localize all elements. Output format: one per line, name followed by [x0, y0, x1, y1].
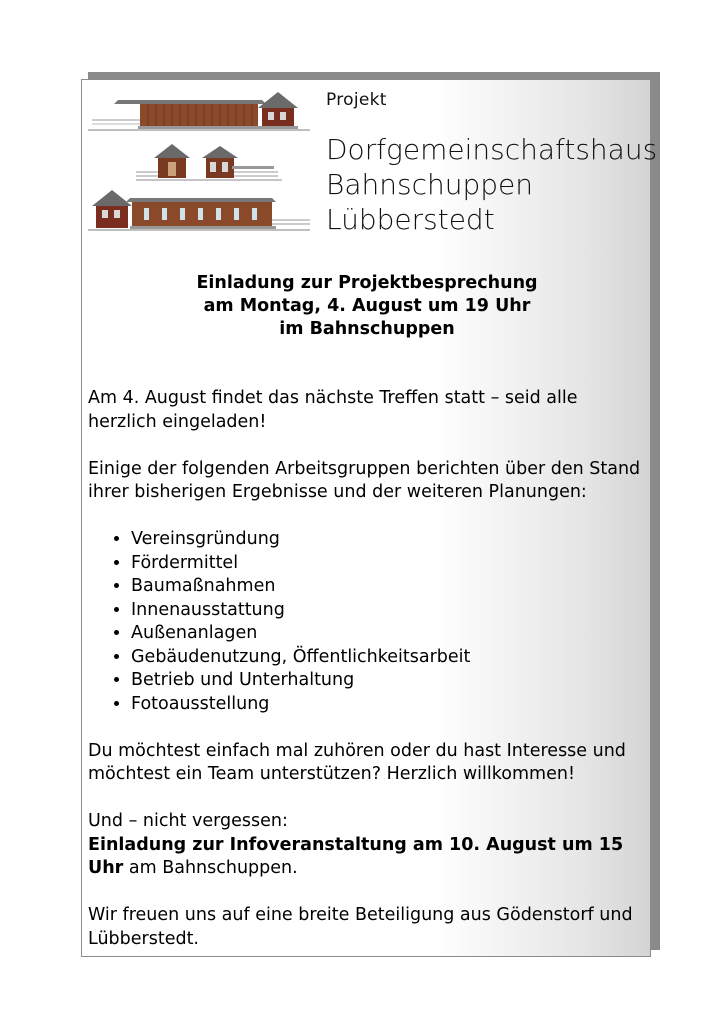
reminder-intro: Und – nicht vergessen: [88, 811, 288, 831]
elevation-top [88, 92, 310, 130]
title-line: Bahnschuppen [326, 168, 533, 201]
groups-intro-paragraph: Einige der folgenden Arbeitsgruppen berichten über den Stand ihrer bisherigen Ergebnisse und der weiteren Planungen: [88, 458, 641, 502]
reminder-event-bold: Einladung zur Infoveranstaltung am 10. August um 15 Uhr [88, 834, 624, 878]
list-item: • Vereinsgründung [131, 528, 648, 552]
reminder-paragraph [88, 810, 648, 881]
flyer-page [81, 79, 658, 957]
join-paragraph: Du möchtest einfach mal zuhören oder du hast Interesse und möchtest ein Team unterstützen? Herzlich willkommen! [88, 740, 626, 784]
invitation-heading [82, 272, 652, 341]
list-item: • Außenanlagen [131, 622, 648, 646]
elevation-bottom [88, 190, 310, 230]
elevation-middle [136, 144, 282, 180]
working-groups-list [88, 528, 648, 716]
list-item: • Innenausstattung [131, 599, 648, 623]
closing-paragraph: Wir freuen uns auf eine breite Beteiligung aus Gödenstorf und Lübberstedt. [88, 905, 633, 949]
invitation-line: Einladung zur Projektbesprechung [196, 273, 538, 293]
project-title [326, 132, 657, 237]
project-kicker: Projekt [326, 90, 387, 110]
building-elevations-drawing [82, 80, 322, 240]
list-item: • Fotoausstellung [131, 693, 648, 717]
intro-paragraph: Am 4. August findet das nächste Treffen statt – seid alle herzlich eingeladen! [88, 388, 578, 432]
invitation-line: im Bahnschuppen [279, 319, 455, 339]
list-item: • Baumaßnahmen [131, 575, 648, 599]
title-line: Dorfgemeinschaftshaus [326, 133, 658, 166]
title-line: Lübberstedt [326, 203, 495, 236]
list-item: • Fördermittel [131, 552, 648, 576]
flyer-body [88, 387, 648, 975]
reminder-location: am Bahnschuppen. [123, 858, 298, 878]
list-item: • Gebäudenutzung, Öffentlichkeitsarbeit [131, 646, 648, 670]
list-item: • Betrieb und Unterhaltung [131, 669, 648, 693]
invitation-line: am Montag, 4. August um 19 Uhr [203, 296, 531, 316]
